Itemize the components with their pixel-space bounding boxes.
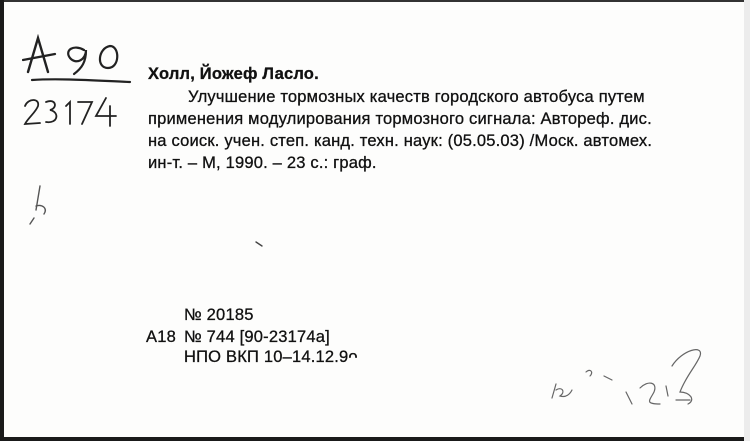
entry-title-line-1: Улучшение тормозных качеств городского автобуса путем	[188, 88, 645, 106]
handwritten-inventory-number	[22, 92, 122, 130]
card-left-edge	[0, 0, 4, 441]
registration-number: № 20185	[184, 306, 254, 324]
printing-stamp: НПО ВКП 10–14.12.9ᴖ	[184, 348, 358, 366]
card-right-edge	[744, 0, 750, 441]
entry-author: Холл, Йожеф Ласло.	[148, 65, 319, 83]
entry-publication-line: ин-т. – М, 1990. – 23 с.: граф.	[148, 154, 377, 172]
handwritten-shelf-mark	[22, 34, 132, 86]
entry-title-line-3: на соиск. учен. степ. канд. техн. наук: (05.05.03) /Моск. автомех.	[148, 132, 653, 150]
card-top-edge	[0, 0, 750, 2]
order-number: № 744 [90-23174а]	[184, 328, 330, 346]
entry-title-line-2: применения модулирования тормозного сигнала: Автореф. дис.	[148, 110, 652, 128]
corner-signature-scribble	[552, 350, 700, 404]
card-bottom-edge	[0, 437, 750, 441]
margin-pencil-mark	[30, 186, 45, 224]
stray-mark	[256, 242, 262, 246]
series-code: А18	[146, 328, 176, 346]
